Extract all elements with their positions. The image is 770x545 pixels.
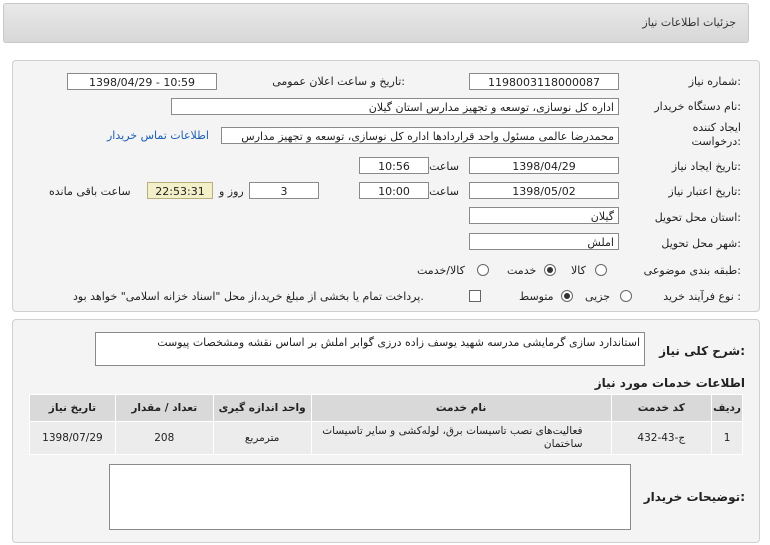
need-info-panel (12, 60, 760, 312)
table-row (30, 422, 743, 455)
col-index: ردیف (712, 395, 743, 422)
treasury-payment-note: پرداخت تمام یا بخشی از مبلغ خرید،از محل "اسناد خزانه اسلامی" خواهد بود. (73, 290, 424, 303)
creator-label-2: درخواست: (691, 135, 741, 148)
days-field: 3 (249, 182, 319, 199)
col-service-code: کد خدمت (611, 395, 712, 422)
process-partial-label: جزیی (585, 290, 611, 303)
buyer-notes-label: توضیحات خریدار: (643, 490, 745, 504)
services-header-row (30, 395, 743, 422)
need-number-label: شماره نیاز: (688, 75, 741, 88)
cell-service-code: ج-43-432 (611, 422, 712, 455)
process-type-label: نوع فرآیند خرید : (663, 290, 741, 303)
city-label: شهر محل تحویل: (661, 237, 741, 250)
created-date-label: تاریخ ایجاد نیاز: (671, 160, 741, 173)
buyer-notes-field[interactable] (109, 464, 631, 530)
process-medium-label: متوسط (519, 290, 554, 303)
buyer-org-label: نام دستگاه خریدار: (654, 100, 741, 113)
validity-date-label: تاریخ اعتبار نیاز: (668, 185, 741, 198)
col-qty: تعداد / مقدار (115, 395, 213, 422)
need-number-field: 1198003118000087 (469, 73, 619, 90)
description-field: استاندارد سازی گرمایشی مدرسه شهید یوسف زاده درزی گوابر املش بر اساس نقشه ومشخصات پیوست (95, 332, 645, 366)
contact-info-link[interactable]: اطلاعات تماس خریدار (107, 129, 209, 142)
process-partial-radio[interactable] (620, 290, 632, 302)
treasury-payment-checkbox[interactable] (469, 290, 481, 302)
creator-field: محمدرضا عالمی مسئول واحد قراردادها اداره کل نوسازی، توسعه و تجهیز مدارس (221, 127, 619, 144)
category-goods-radio[interactable] (595, 264, 607, 276)
cell-qty: 208 (115, 422, 213, 455)
need-details-panel (12, 319, 760, 543)
validity-date-field: 1398/05/02 (469, 182, 619, 199)
announce-field: 1398/04/29 - 10:59 (67, 73, 217, 90)
category-service-label: خدمت (507, 264, 537, 277)
cell-date: 1398/07/29 (30, 422, 116, 455)
cell-index: 1 (712, 422, 743, 455)
services-heading: اطلاعات خدمات مورد نیاز (594, 376, 745, 390)
validity-time-field: 10:00 (359, 182, 429, 199)
category-goods-label: کالا (571, 264, 586, 277)
category-label: طبقه بندی موضوعی: (643, 264, 741, 277)
page-title: جزئیات اطلاعات نیاز (642, 16, 736, 29)
cell-unit: مترمربع (213, 422, 311, 455)
days-label: روز و (219, 185, 244, 198)
col-date: تاریخ نیاز (30, 395, 116, 422)
category-both-label: کالا/خدمت (417, 264, 465, 277)
col-unit: واحد اندازه گیری (213, 395, 311, 422)
created-time-label: ساعت (429, 160, 459, 173)
col-service-name: نام خدمت (311, 395, 611, 422)
description-label: شرح کلی نیاز: (659, 344, 745, 358)
city-field: املش (469, 233, 619, 250)
category-service-radio[interactable] (544, 264, 556, 276)
page-header (3, 3, 749, 43)
cell-service-name: فعالیت‌های نصب تاسیسات برق، لوله‌کشی و سایر تاسیسات ساختمان (311, 422, 611, 455)
process-medium-radio[interactable] (561, 290, 573, 302)
created-time-field: 10:56 (359, 157, 429, 174)
creator-label: ایجاد کننده (692, 121, 741, 134)
buyer-org-field: اداره کل نوسازی، توسعه و تجهیز مدارس استان گیلان (171, 98, 619, 115)
province-label: استان محل تحویل: (654, 211, 741, 224)
created-date-field: 1398/04/29 (469, 157, 619, 174)
category-both-radio[interactable] (477, 264, 489, 276)
validity-time-label: ساعت (429, 185, 459, 198)
announce-label: تاریخ و ساعت اعلان عمومی: (272, 75, 405, 88)
remaining-label: ساعت باقی مانده (49, 185, 131, 198)
remaining-time-field: 22:53:31 (147, 182, 213, 199)
services-table (29, 394, 743, 455)
province-field: گیلان (469, 207, 619, 224)
